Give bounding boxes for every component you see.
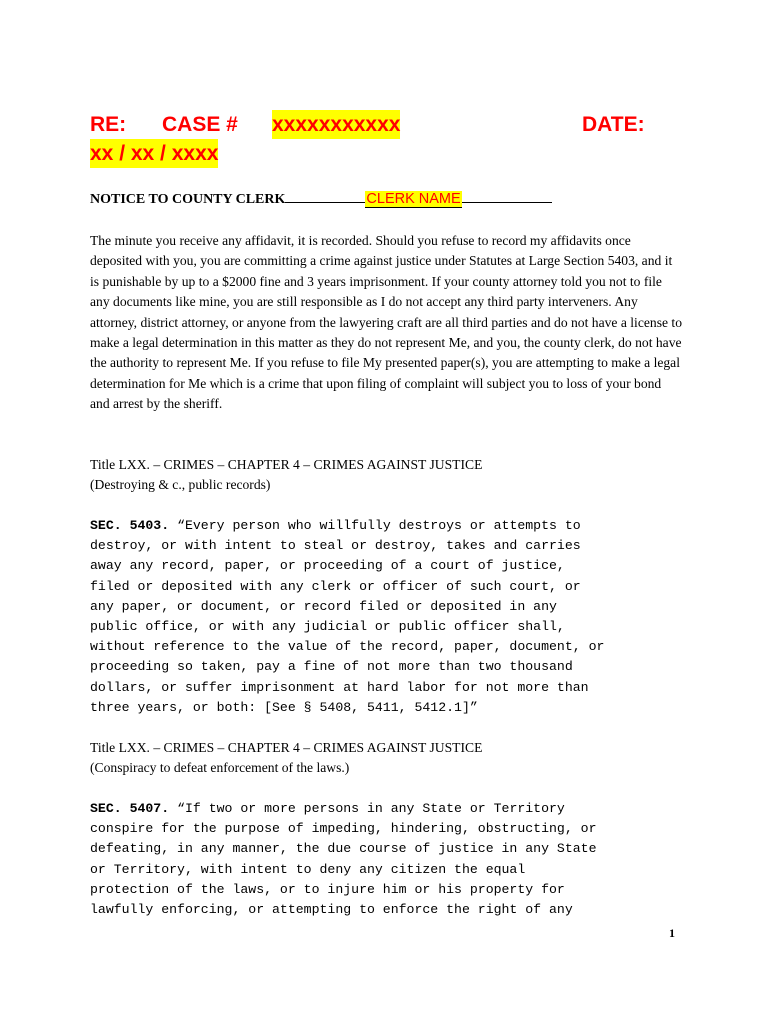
section1-line: filed or deposited with any clerk or officer of such court, or <box>90 578 581 594</box>
section2-sec-label: SEC. 5407. <box>90 801 170 816</box>
section1-line: away any record, paper, or proceeding of a court of justice, <box>90 558 565 574</box>
section1-heading <box>90 455 684 496</box>
section1-line: public office, or with any judicial or public officer shall, <box>90 619 565 635</box>
section1-sec-label: SEC. 5403. <box>90 518 170 533</box>
section2-text <box>90 799 690 920</box>
section1-line: destroy, or with intent to steal or destroy, takes and carries <box>90 538 581 554</box>
section1-title: Title LXX. – CRIMES – CHAPTER 4 – CRIMES AGAINST JUSTICE <box>90 457 483 472</box>
section2-line: lawfully enforcing, or attempting to enforce the right of any <box>90 902 573 918</box>
section1-line: without reference to the value of the record, paper, document, or <box>90 639 605 655</box>
section1-line: proceeding so taken, pay a fine of not more than two thousand <box>90 659 573 675</box>
intro-paragraph: The minute you receive any affidavit, it is recorded. Should you refuse to record my affidavits once deposited with you, you are committing a crime against justice under Statutes at Large Section 5403, and it is punishable by up to a $2000 fine and 3 years imprisonment. If your county attorney told you not to file any documents like mine, you are still responsible as I do not accept any third party interveners. Any attorney, district attorney, or anyone from the lawyering craft are all third parties and do not have a license to make a legal determination in this matter as they do not represent Me, and you, the county clerk, do not have the authority to represent Me. If you refuse to file My presented paper(s), you are attempting to make a legal determination for Me which is a crime that upon filing of complaint will subject you to loss of your bond and arrest by the sheriff. <box>90 233 682 412</box>
section1-line: “Every person who willfully destroys or attempts to <box>177 518 581 533</box>
notice-label: NOTICE TO COUNTY CLERK <box>90 192 286 207</box>
case-label: CASE # <box>162 113 238 136</box>
re-label: RE: <box>90 113 127 136</box>
section2-line: or Territory, with intent to deny any citizen the equal <box>90 861 526 877</box>
section2-line: protection of the laws, or to injure him or his property for <box>90 881 565 897</box>
case-number: xxxxxxxxxxx <box>272 110 400 139</box>
section1-line: any paper, or document, or record filed or deposited in any <box>90 598 557 614</box>
section2-title: Title LXX. – CRIMES – CHAPTER 4 – CRIMES AGAINST JUSTICE <box>90 740 483 755</box>
date-label: DATE: <box>582 113 645 136</box>
notice-blank-left <box>285 188 365 203</box>
page-number: 1 <box>669 926 675 940</box>
section2-subtitle: (Conspiracy to defeat enforcement of the laws.) <box>90 760 350 776</box>
notice-line <box>90 188 552 211</box>
clerk-name: CLERK NAME <box>366 191 461 207</box>
section1-line: three years, or both: [See § 5408, 5411, 5412.1]” <box>90 699 478 715</box>
date-value: xx / xx / xxxx <box>90 139 218 168</box>
section1-subtitle: (Destroying & c., public records) <box>90 477 271 493</box>
section2-line: “If two or more persons in any State or Territory <box>177 801 565 816</box>
section2-line: conspire for the purpose of impeding, hindering, obstructing, or <box>90 821 597 837</box>
section2-heading <box>90 738 684 779</box>
section1-line: dollars, or suffer imprisonment at hard labor for not more than <box>90 679 589 695</box>
section1-text <box>90 516 690 718</box>
notice-blank-right <box>462 188 552 203</box>
section2-line: defeating, in any manner, the due course of justice in any State <box>90 841 597 857</box>
